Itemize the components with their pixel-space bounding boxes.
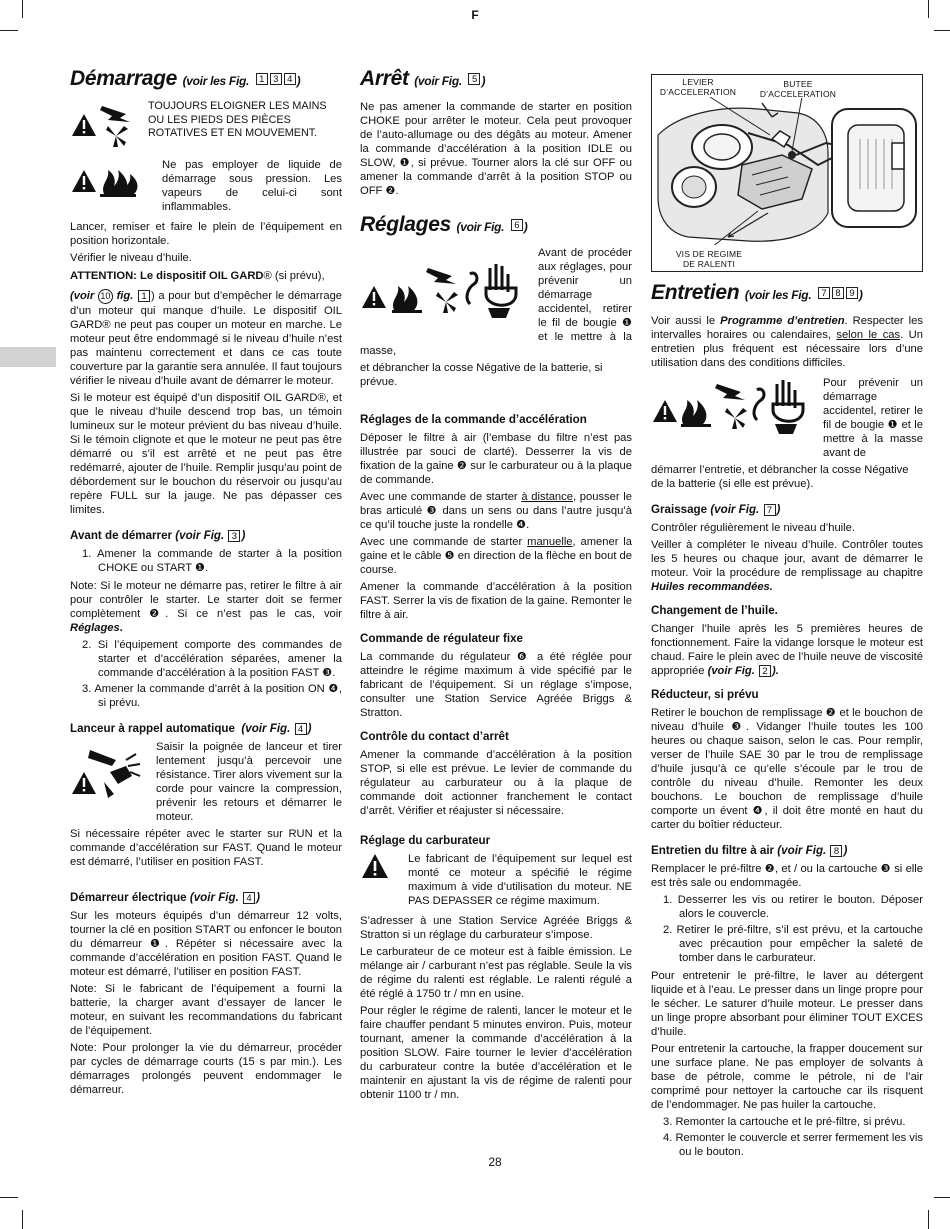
fig-ref-box: 4 <box>243 892 255 904</box>
paragraph: Veiller à compléter le niveau d’huile. Contrôler toutes les 5 heures ou chaque jour, avant de démarrer le moteur. Voir la procédure de remplissage au chapitre Huiles recommandées. <box>651 539 923 593</box>
language-label: F <box>471 8 479 22</box>
note: Note: Si le fabricant de l’équipement a fourni la batterie, la charger avant d’essayer de lancer le moteur, en suivant les recommandations du fabricant de l’équipement. <box>70 983 342 1037</box>
lanceur-block <box>70 740 342 869</box>
warning-text: et débrancher la cosse Négative de la batterie, si prévue. <box>360 362 603 388</box>
heading-carburateur: Réglage du carburateur <box>360 834 491 847</box>
paragraph: S’adresser à une Station Service Agréée Briggs & Stratton si un réglage du carburateur s’impose. <box>360 915 632 941</box>
warning-icons <box>360 248 532 338</box>
warning-icons <box>70 100 148 152</box>
paragraph: Pour entretenir le pré-filtre, le laver au détergent liquide et à l’eau. Le presser dans un linge propre pour le sécher. Le saturer d’huile moteur. Le presser dans un linge propre absorbant pour éliminer TOUT EXCES d’huile. <box>651 970 923 1038</box>
fig-ref-box: 7 <box>818 287 830 299</box>
crop-mark <box>928 1210 929 1229</box>
paragraph: Vérifier le niveau d’huile. <box>70 252 192 264</box>
list-item: 3. Remonter la cartouche et le pré-filtre, si prévu. <box>663 1116 906 1128</box>
fig-ref-box: 7 <box>764 504 776 516</box>
note: Note: Pour prolonger la vie du démarreur, procéder par cycles de démarrage courts (15 s par min.). Les démarrages prolongés peuvent endommager le démarreur. <box>70 1042 342 1096</box>
warning-text: Le fabricant de l’équipement sur lequel est monté ce moteur a spécifié le régime maximum à vide d’utilisation du moteur. NE PAS DEPASSER ce régime maximum. <box>408 853 632 907</box>
fig-ref-box: 3 <box>270 73 282 85</box>
heading-entretien: Entretien (voir les Fig. 7 8 9 ) <box>651 281 863 304</box>
paragraph: Changer l’huile après les 5 premières heures de fonctionnement. Faire la vidange lorsque le moteur est chaud. Faire le plein avec de l’huile neuve de viscosité appropriée (voir Fig. 2 ). <box>651 623 923 678</box>
warning-rotating-parts <box>70 100 342 152</box>
heading-demarreur-electrique: Démarreur électrique (voir Fig. 4 ) <box>70 891 260 904</box>
warning-flammable <box>70 158 342 214</box>
attention-paragraph-2: (voir 10 fig. 1 ) a pour but d’empêcher le démarrage d’un moteur qui manque d’huile. Le dispositif OIL GARD® ne peut pas couper un moteur en marche. Le moteur peut être endommagé si le niveau d’huile n’est pas maintenu correctement et dans ce cas toute couverture par la garantie sera annulée. Il faut toujours vérifier le niveau d’huile avant de démarrer le moteur. <box>70 290 343 387</box>
reglages-warning <box>360 246 632 389</box>
warning-text: TOUJOURS ELOIGNER LES MAINS OU LES PIEDS DES PIÈCES ROTATIVES ET EN MOUVEMENT. <box>148 100 327 139</box>
fig-ref-box: 9 <box>846 287 858 299</box>
heading-filtre-air: Entretien du filtre à air (voir Fig. 8 ) <box>651 844 848 857</box>
crop-mark <box>0 1197 18 1198</box>
heading-graissage: Graissage (voir Fig. 7 ) <box>651 503 781 516</box>
paragraph: Le carburateur de ce moteur est à faible émission. Le mélange air / carburant n’est pas réglable. Seule la vis de régime du ralenti est réglable. Le ralenti régulé a été réglé à 1750 tr / mn en usine. <box>360 946 632 1000</box>
list-item: 1. Desserrer les vis ou retirer le bouton. Déposer alors le couvercle. <box>663 894 923 920</box>
steps-list <box>70 638 342 710</box>
fig-ref-box: 5 <box>468 73 480 85</box>
paragraph: Pour entretenir la cartouche, la frapper doucement sur une surface plane. Ne pas employer de solvants à base de pétrole, comme le pétrole, ni de l’air comprimé pour nettoyer la cartouche car ils risquent de l’endommager. Ne pas huiler la cartouche. <box>651 1043 923 1111</box>
list-item: 2. Si l’équipement comporte des commandes de starter et d’accélération séparées, amener la commande d’accélération à la position FAST ❸. <box>82 639 342 679</box>
paragraph: Déposer le filtre à air (l’embase du filtre n’est pas illustrée par souci de clarté). Desserrer la vis de fixation de la gaine ❷ sur le carburateur ou à la plaque de commande. <box>360 432 632 486</box>
paragraph: Remplacer le pré-filtre ❷, et / ou la cartouche ❸ si elle est très sale ou endommagée. <box>651 863 923 889</box>
paragraph: Contrôler régulièrement le niveau d’huile. <box>651 522 855 534</box>
warning-icons <box>70 158 162 206</box>
fig-ref-box: 4 <box>284 73 296 85</box>
rotating-parts-hazard-icon <box>70 100 146 148</box>
paragraph: Voir aussi le Programme d’entretien. Respecter les intervalles horaires ou calendaires, selon le cas. Un entretien plus fréquent est nécessaire lors d’une utilisation dans des conditions difficiles. <box>651 315 923 369</box>
paragraph: Si nécessaire répéter avec le starter sur RUN et la commande d’accélération sur FAST. Quand le moteur est démarré, l’utiliser en position FAST. <box>70 828 342 868</box>
steps-list <box>651 893 923 965</box>
list-item: 2. Retirer le pré-filtre, s’il est prévu, et la cartouche avec précaution pour empêcher la saleté de tomber dans le carburateur. <box>663 924 923 964</box>
section-tab <box>0 347 56 367</box>
warning-icons <box>651 378 817 450</box>
column-middle <box>360 66 632 1105</box>
warning-icons <box>360 852 408 884</box>
warning-text: Ne pas employer de liquide de démarrage sous pression. Les vapeurs de celui-ci sont inflammables. <box>162 159 342 213</box>
spark-plug-hazard-icons <box>360 260 530 328</box>
warning-carburateur <box>360 852 632 908</box>
fig-ref-box: 1 <box>138 290 150 302</box>
steps-list <box>70 547 342 575</box>
paragraph: Avec une commande de starter à distance, pousser le bras articulé ❸ dans un sens ou dans l’autre jusqu’à ce qu’il touche juste la rondelle ❹. <box>360 491 632 531</box>
warning-icons <box>70 742 150 818</box>
note: Note: Si le moteur ne démarre pas, retirer le filtre à air pour contrôler le starter. Le starter doit se fermer complètement ❷. Si ce n’est pas le cas, voir Réglages. <box>70 580 342 634</box>
callout-number: 10 <box>98 289 113 304</box>
heading-avant-demarrer: Avant de démarrer (voir Fig. 3 ) <box>70 529 246 542</box>
fire-hazard-icon <box>70 158 158 202</box>
heading-contact: Contrôle du contact d’arrêt <box>360 730 509 743</box>
paragraph: Amener la commande d’accélération à la position FAST. Serrer la vis de fixation de la gaine. Remonter le filtre à air. <box>360 581 632 621</box>
label-butee-acceleration: BUTEE D’ACCELERATION <box>759 79 837 99</box>
fig-ref-box: 1 <box>256 73 268 85</box>
heading-reglages: Réglages (voir Fig. 6 ) <box>360 213 528 236</box>
fig-ref-box: 8 <box>832 287 844 299</box>
paragraph: Saisir la poignée de lanceur et tirer lentement jusqu’à percevoir une résistance. Tirer alors vivement sur la corde pour vaincre la compression, prévenir les retours et démarrer le moteur. <box>156 741 342 823</box>
entretien-warning <box>651 376 923 491</box>
paragraph: Avec une commande de starter manuelle, amener la gaine et le câble ❺ en direction de la flèche en bout de course. <box>360 536 632 576</box>
caution-icon <box>360 852 390 880</box>
paragraph: Si le moteur est équipé d’un dispositif OIL GARD®, et que le niveau d’huile descend trop bas, un témoin lumineux sur le moteur prévient du bas niveau d’huile. Si le témoin clignote et que le moteur ne peut pas être démarré ou s’il est arrêté et ne peut pas être redémarré, ajouter de l’huile. Remplir jusqu’au point de débordement sur le bouchon du réservoir ou jusqu’au repère FULL sur la jauge. Ne pas dépasser ces limites. <box>70 392 342 516</box>
fig-ref-box: 2 <box>759 665 771 677</box>
list-item: 1. Amener la commande de starter à la position CHOKE ou START ❶. <box>82 548 342 574</box>
carburetor-diagram <box>651 74 923 272</box>
page-number: 28 <box>488 1155 502 1169</box>
fig-ref-box: 8 <box>830 845 842 857</box>
label-vis-regime-ralenti: VIS DE REGIME DE RALENTI <box>675 249 743 269</box>
crop-mark <box>934 30 950 31</box>
heading-accel: Réglages de la commande d’accélération <box>360 413 587 426</box>
crop-mark <box>22 1210 23 1229</box>
paragraph: Pour régler le régime de ralenti, lancer le moteur et le faire chauffer pendant 5 minutes environ. Puis, moteur tournant, amener la commande d’accélération à la position SLOW. Faire tourner le levier d’accélération du carburateur contre la butée d’accélération et le maintenir en ajustant la vis de régime de ralenti pour obtenir 1100 tr / mn. <box>360 1005 632 1101</box>
paragraph: La commande du régulateur ❻ a été réglée pour atteindre le régime maximum à vide spécifié par le fabricant de l’équipement. Si un réglage s’impose, consulter une Station Service Agréée Briggs & Stratton. <box>360 651 632 719</box>
maintenance-hazard-icons <box>651 378 815 442</box>
paragraph: Ne pas amener la commande de starter en position CHOKE pour arrêter le moteur. Cela peut provoquer de l’auto-allumage ou des dégâts au moteur. Amener la commande d’accélération à la position IDLE ou SLOW, ❶, si prévue. Tourner alors la clé sur OFF ou amener la commande d’arrêt à la position STOP ou OFF ❷. <box>360 101 632 197</box>
heading-arret: Arrêt (voir Fig. 5 ) <box>360 67 486 90</box>
heading-regulateur: Commande de régulateur fixe <box>360 632 523 645</box>
recoil-kickback-hazard-icon <box>70 742 148 812</box>
heading-lanceur: Lanceur à rappel automatique (voir Fig. 4 ) <box>70 722 312 735</box>
fig-ref-box: 4 <box>295 723 307 735</box>
heading-demarrage: Démarrage (voir les Fig. 1 3 4 ) <box>70 67 301 90</box>
carburetor-illustration <box>652 75 922 271</box>
column-right <box>651 70 923 1163</box>
warning-text: démarrer l’entretie, et débrancher la cosse Négative de la batterie (si elle est prévue). <box>651 464 909 490</box>
attention-paragraph: ATTENTION: Le dispositif OIL GARD® (si prévu), <box>70 270 325 282</box>
paragraph: Retirer le bouchon de remplissage ❷ et le bouchon de niveau d’huile ❸. Vidanger l’huile toutes les 100 heures ou chaque saison, selon le cas. Pour remplir, verser de l’huile SAE 30 par le trou de remplissage d’huile jusqu’à ce qu’elle s’écoule par le trou de contrôle du niveau d’huile. Remonter les deux bouchons. Le bouchon de remplissage d’huile comporte un évent ❹, il doit être monté en haut du carter du boîtier réducteur. <box>651 707 923 831</box>
list-item: 4. Remonter le couvercle et serrer fermement les vis ou le bouton. <box>663 1132 923 1158</box>
label-levier-acceleration: LEVIER D’ACCELERATION <box>659 77 737 97</box>
column-left <box>70 66 342 1100</box>
paragraph: Amener la commande d’accélération à la position STOP, si elle est prévue. Le levier de commande du régulateur au carburateur ou à la plaque de commande doit actionner franchement le contact d’arrêt. Vérifier et réajuster si nécessaire. <box>360 749 632 817</box>
fig-ref-box: 6 <box>511 219 523 231</box>
steps-list <box>651 1115 923 1159</box>
warning-text: Pour prévenir un démarrage accidentel, retirer le fil de bougie ❶ et le mettre à la masse avant de <box>823 377 923 459</box>
fig-ref-box: 3 <box>228 530 240 542</box>
paragraph: Sur les moteurs équipés d’un démarreur 12 volts, tourner la clé en position START ou enfoncer le bouton du démarreur ❶. Répéter si nécessaire avec la commande d’accélération en position FAST. Quand le moteur est démarré, l’utiliser en position FAST. <box>70 910 342 978</box>
crop-mark <box>934 1197 950 1198</box>
crop-mark <box>0 30 18 31</box>
heading-reducteur: Réducteur, si prévu <box>651 688 759 701</box>
paragraph: Lancer, remiser et faire le plein de l’équipement en position horizontale. <box>70 221 342 247</box>
warning-text: Avant de procéder aux réglages, pour prévenir un démarrage accidentel, retirer le fil de bougie ❶ et le mettre à la masse, <box>360 247 632 357</box>
list-item: 3. Amener la commande d’arrêt à la position ON ❹, si prévu. <box>82 683 342 709</box>
heading-changement-huile: Changement de l’huile. <box>651 604 778 617</box>
